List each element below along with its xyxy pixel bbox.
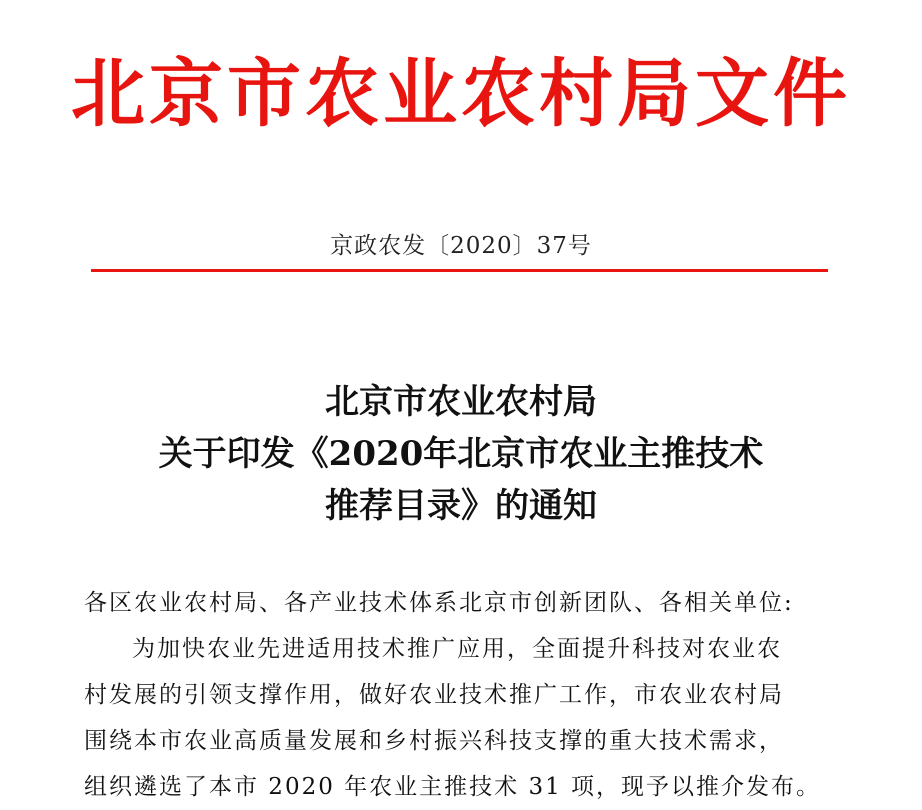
title-line-3: 推荐目录》的通知 bbox=[325, 486, 597, 526]
salutation: 各区农业农村局、各产业技术体系北京市创新团队、各相关单位: bbox=[84, 590, 794, 616]
notice-title bbox=[0, 376, 922, 532]
body-line-1: 为加快农业先进适用技术推广应用，全面提升科技对农业农 bbox=[132, 636, 782, 662]
red-divider-line bbox=[91, 269, 828, 272]
body-line-3: 围绕本市农业高质量发展和乡村振兴科技支撑的重大技术需求， bbox=[84, 728, 784, 754]
title-line-2: 关于印发《2020年北京市农业主推技术 bbox=[158, 434, 764, 474]
issuer-title: 北京市农业农村局文件 bbox=[71, 51, 851, 137]
body-line-2: 村发展的引领支撑作用，做好农业技术推广工作，市农业农村局 bbox=[84, 682, 784, 708]
document-number: 京政农发〔2020〕37号 bbox=[330, 233, 592, 259]
title-line-1: 北京市农业农村局 bbox=[325, 382, 597, 422]
body-line-4: 组织遴选了本市 2020 年农业主推技术 31 项，现予以推介发布。 bbox=[84, 774, 822, 800]
issuer-header bbox=[0, 44, 922, 144]
notice-body bbox=[84, 580, 844, 810]
